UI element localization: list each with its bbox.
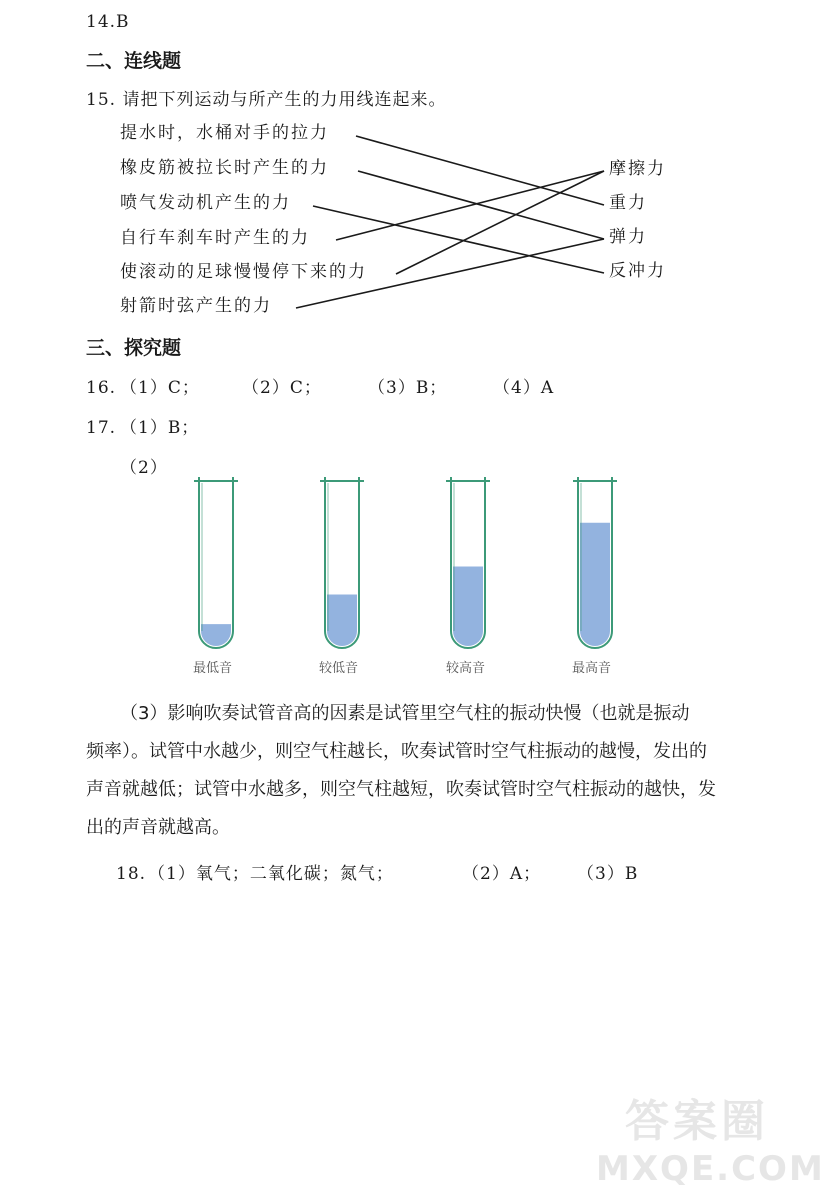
right-item: 反冲力 [609,261,666,281]
tube-caption: 较低音 [319,661,359,676]
left-item: 自行车刹车时产生的力 [120,228,310,248]
q18-number: 18. [116,864,147,884]
test-tube-outline [199,477,233,648]
watermark-url: MXQE.COM [596,1149,825,1189]
left-item: 喷气发动机产生的力 [120,193,291,213]
q16-answer-4: （4）A [493,378,555,398]
q17-answer-1: （1）B； [120,418,200,438]
q18-answer-2: （2）A； [462,864,542,884]
tube-water [201,624,231,646]
right-item: 弹力 [609,227,647,247]
q17-explanation-line: 频率）。试管中水越少，则空气柱越长，吹奏试管时空气柱振动的越慢，发出的 [86,741,707,762]
left-item: 提水时，水桶对手的拉力 [120,123,329,143]
right-item: 重力 [609,193,647,213]
q15-prompt: 15. 请把下列运动与所产生的力用线连起来。 [86,90,447,110]
q17-explanation-line: 出的声音就越高。 [86,817,230,838]
q16-number: 16. [86,378,117,398]
tube-caption: 较高音 [446,661,486,676]
q17-answer-2-label: （2） [120,458,168,478]
q18-answer-3: （3）B [577,864,639,884]
tube-water [327,595,357,646]
section-heading-inquiry: 三、探究题 [86,337,182,359]
q17-number: 17. [86,418,117,438]
q18-answer-1: （1）氧气；二氧化碳；氮气； [148,864,394,884]
q16-answer-2: （2）C； [242,378,322,398]
left-item: 橡皮筋被拉长时产生的力 [120,158,329,178]
q16-answer-1: （1）C； [120,378,200,398]
q17-explanation-line: 声音就越低；试管中水越多，则空气柱越短，吹奏试管时空气柱振动的越快，发 [86,779,716,800]
q16-answer-3: （3）B； [368,378,448,398]
q17-explanation-line: （3）影响吹奏试管音高的因素是试管里空气柱的振动快慢（也就是振动 [120,703,690,724]
tube-caption: 最低音 [193,661,233,676]
tube-water [453,566,483,646]
right-item: 摩擦力 [609,159,666,179]
q14-answer: 14.B [86,12,130,32]
tube-caption: 最高音 [572,661,612,676]
left-item: 使滚动的足球慢慢停下来的力 [120,262,367,282]
left-item: 射箭时弦产生的力 [120,296,272,316]
watermark-logo: 答案圈 [625,1096,769,1147]
section-heading-matching: 二、连线题 [86,50,182,72]
tube-water [580,523,610,646]
